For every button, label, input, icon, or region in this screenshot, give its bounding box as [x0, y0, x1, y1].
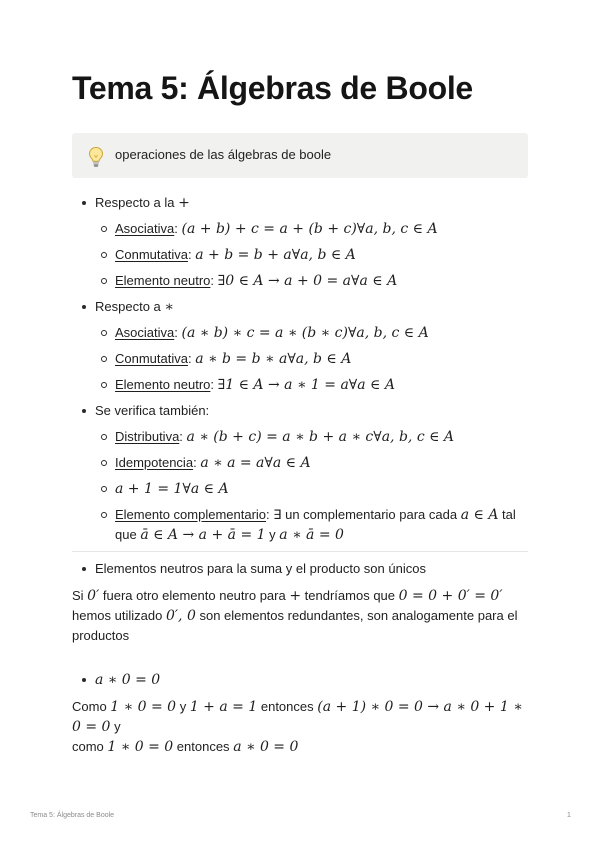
term-link[interactable]: Elemento neutro	[115, 273, 211, 288]
section-tambien-heading	[95, 403, 209, 418]
item-text: ∃ un complementario para cada	[269, 507, 461, 522]
paragraph-line	[72, 606, 532, 626]
text: Como	[72, 699, 111, 714]
term-link[interactable]: Conmutativa	[115, 351, 188, 366]
separator: :	[266, 507, 270, 522]
text: entonces	[257, 699, 318, 714]
text: entonces	[173, 739, 234, 754]
separator: :	[174, 221, 178, 236]
list-item-continuation	[115, 527, 344, 543]
callout-box	[72, 133, 528, 178]
term-link[interactable]: Asociativa	[115, 325, 175, 340]
section-suma-heading	[95, 195, 190, 211]
section-math: +	[178, 195, 190, 211]
formula: (a ∗ b) ∗ c = a ∗ (b ∗ c)∀a, b, c ∈ A	[181, 325, 429, 341]
formula: ā ∈ A → a + ā = 1	[140, 527, 266, 543]
text: tendríamos que	[301, 588, 399, 603]
text: como	[72, 739, 108, 754]
section-producto-heading	[95, 299, 174, 315]
paragraph-line	[72, 697, 532, 737]
formula: a ∗ a = a∀a ∈ A	[200, 455, 311, 471]
separator: :	[179, 429, 183, 444]
term-link[interactable]: Idempotencia	[115, 455, 194, 470]
footer-page-number: 1	[567, 812, 571, 819]
divider	[72, 551, 528, 552]
term-link[interactable]: Elemento complementario	[115, 507, 267, 522]
list-item	[115, 455, 311, 471]
term-link[interactable]: Elemento neutro	[115, 377, 211, 392]
separator: :	[187, 247, 192, 262]
formula: (a + 1) ∗ 0 = 0 → a ∗ 0 + 1 ∗ 0 = 0	[72, 699, 523, 735]
separator: :	[174, 325, 178, 340]
section-label: Se verifica también:	[95, 403, 210, 418]
text: son elementos redundantes, son analogamente para el	[195, 608, 518, 623]
formula: a ∗ b = b ∗ a∀a, b ∈ A	[195, 351, 352, 367]
term-link[interactable]: Conmutativa	[115, 247, 188, 262]
zero-heading	[95, 672, 160, 688]
separator: :	[210, 377, 215, 392]
formula: 1 ∗ 0 = 0	[107, 739, 174, 755]
formula: a + b = b + a∀a, b ∈ A	[195, 247, 356, 263]
section-label: Respecto a la	[95, 195, 175, 210]
formula: a ∗ ā = 0	[279, 527, 344, 543]
list-item	[115, 377, 395, 393]
formula: (a + b) + c = a + (b + c)∀a, b, c ∈ A	[181, 221, 438, 237]
neutral-heading-text: Elementos neutros para la suma y el producto son únicos	[95, 561, 426, 576]
formula: a ∈ A	[460, 507, 499, 523]
list-item	[115, 351, 351, 367]
formula: ∃0 ∈ A → a + 0 = a∀a ∈ A	[217, 273, 398, 289]
text: fuera otro elemento neutro para	[99, 588, 290, 603]
formula: 0 = 0 + 0′ = 0′	[398, 588, 503, 604]
section-math: ∗	[164, 299, 174, 315]
separator: :	[193, 455, 197, 470]
zero-paragraph	[72, 697, 532, 757]
list-item	[115, 221, 438, 237]
item-text: que	[115, 527, 141, 542]
item-text: y	[265, 527, 280, 542]
list-item	[115, 247, 356, 263]
paragraph-line: productos	[72, 628, 130, 643]
page-title: Tema 5: Álgebras de Boole	[72, 70, 473, 106]
neutral-paragraph	[72, 586, 532, 646]
separator: :	[210, 273, 215, 288]
section-label: Respecto a	[95, 299, 161, 314]
formula: 1 + a = 1	[189, 699, 258, 715]
text: hemos utilizado	[72, 608, 166, 623]
footer-title: Tema 5: Álgebras de Boole	[30, 812, 115, 819]
formula: 1 ∗ 0 = 0	[110, 699, 177, 715]
list-item	[115, 325, 429, 341]
formula: a + 1 = 1∀a ∈ A	[115, 481, 229, 497]
formula: a ∗ 0 = 0	[95, 672, 161, 688]
list-item	[115, 507, 516, 523]
text: y	[176, 699, 190, 714]
separator: :	[187, 351, 192, 366]
lightbulb-icon	[87, 146, 105, 168]
formula: a ∗ 0 = 0	[233, 739, 299, 755]
term-link[interactable]: Distributiva	[115, 429, 180, 444]
paragraph-line	[72, 737, 532, 757]
term-link[interactable]: Asociativa	[115, 221, 175, 236]
formula: ∃1 ∈ A → a ∗ 1 = a∀a ∈ A	[217, 377, 395, 393]
neutral-heading	[95, 561, 426, 576]
list-item	[115, 429, 454, 445]
formula: +	[289, 588, 302, 604]
list-item	[115, 273, 397, 289]
paragraph-line	[72, 586, 532, 606]
list-item	[115, 481, 229, 497]
item-text: tal	[498, 507, 516, 522]
formula: 0′, 0	[165, 608, 196, 624]
formula: a ∗ (b + c) = a ∗ b + a ∗ c∀a, b, c ∈ A	[186, 429, 455, 445]
formula: 0′	[87, 588, 100, 604]
callout-text: operaciones de las álgebras de boole	[115, 147, 332, 162]
text: Si	[72, 588, 88, 603]
text: y	[110, 719, 121, 734]
